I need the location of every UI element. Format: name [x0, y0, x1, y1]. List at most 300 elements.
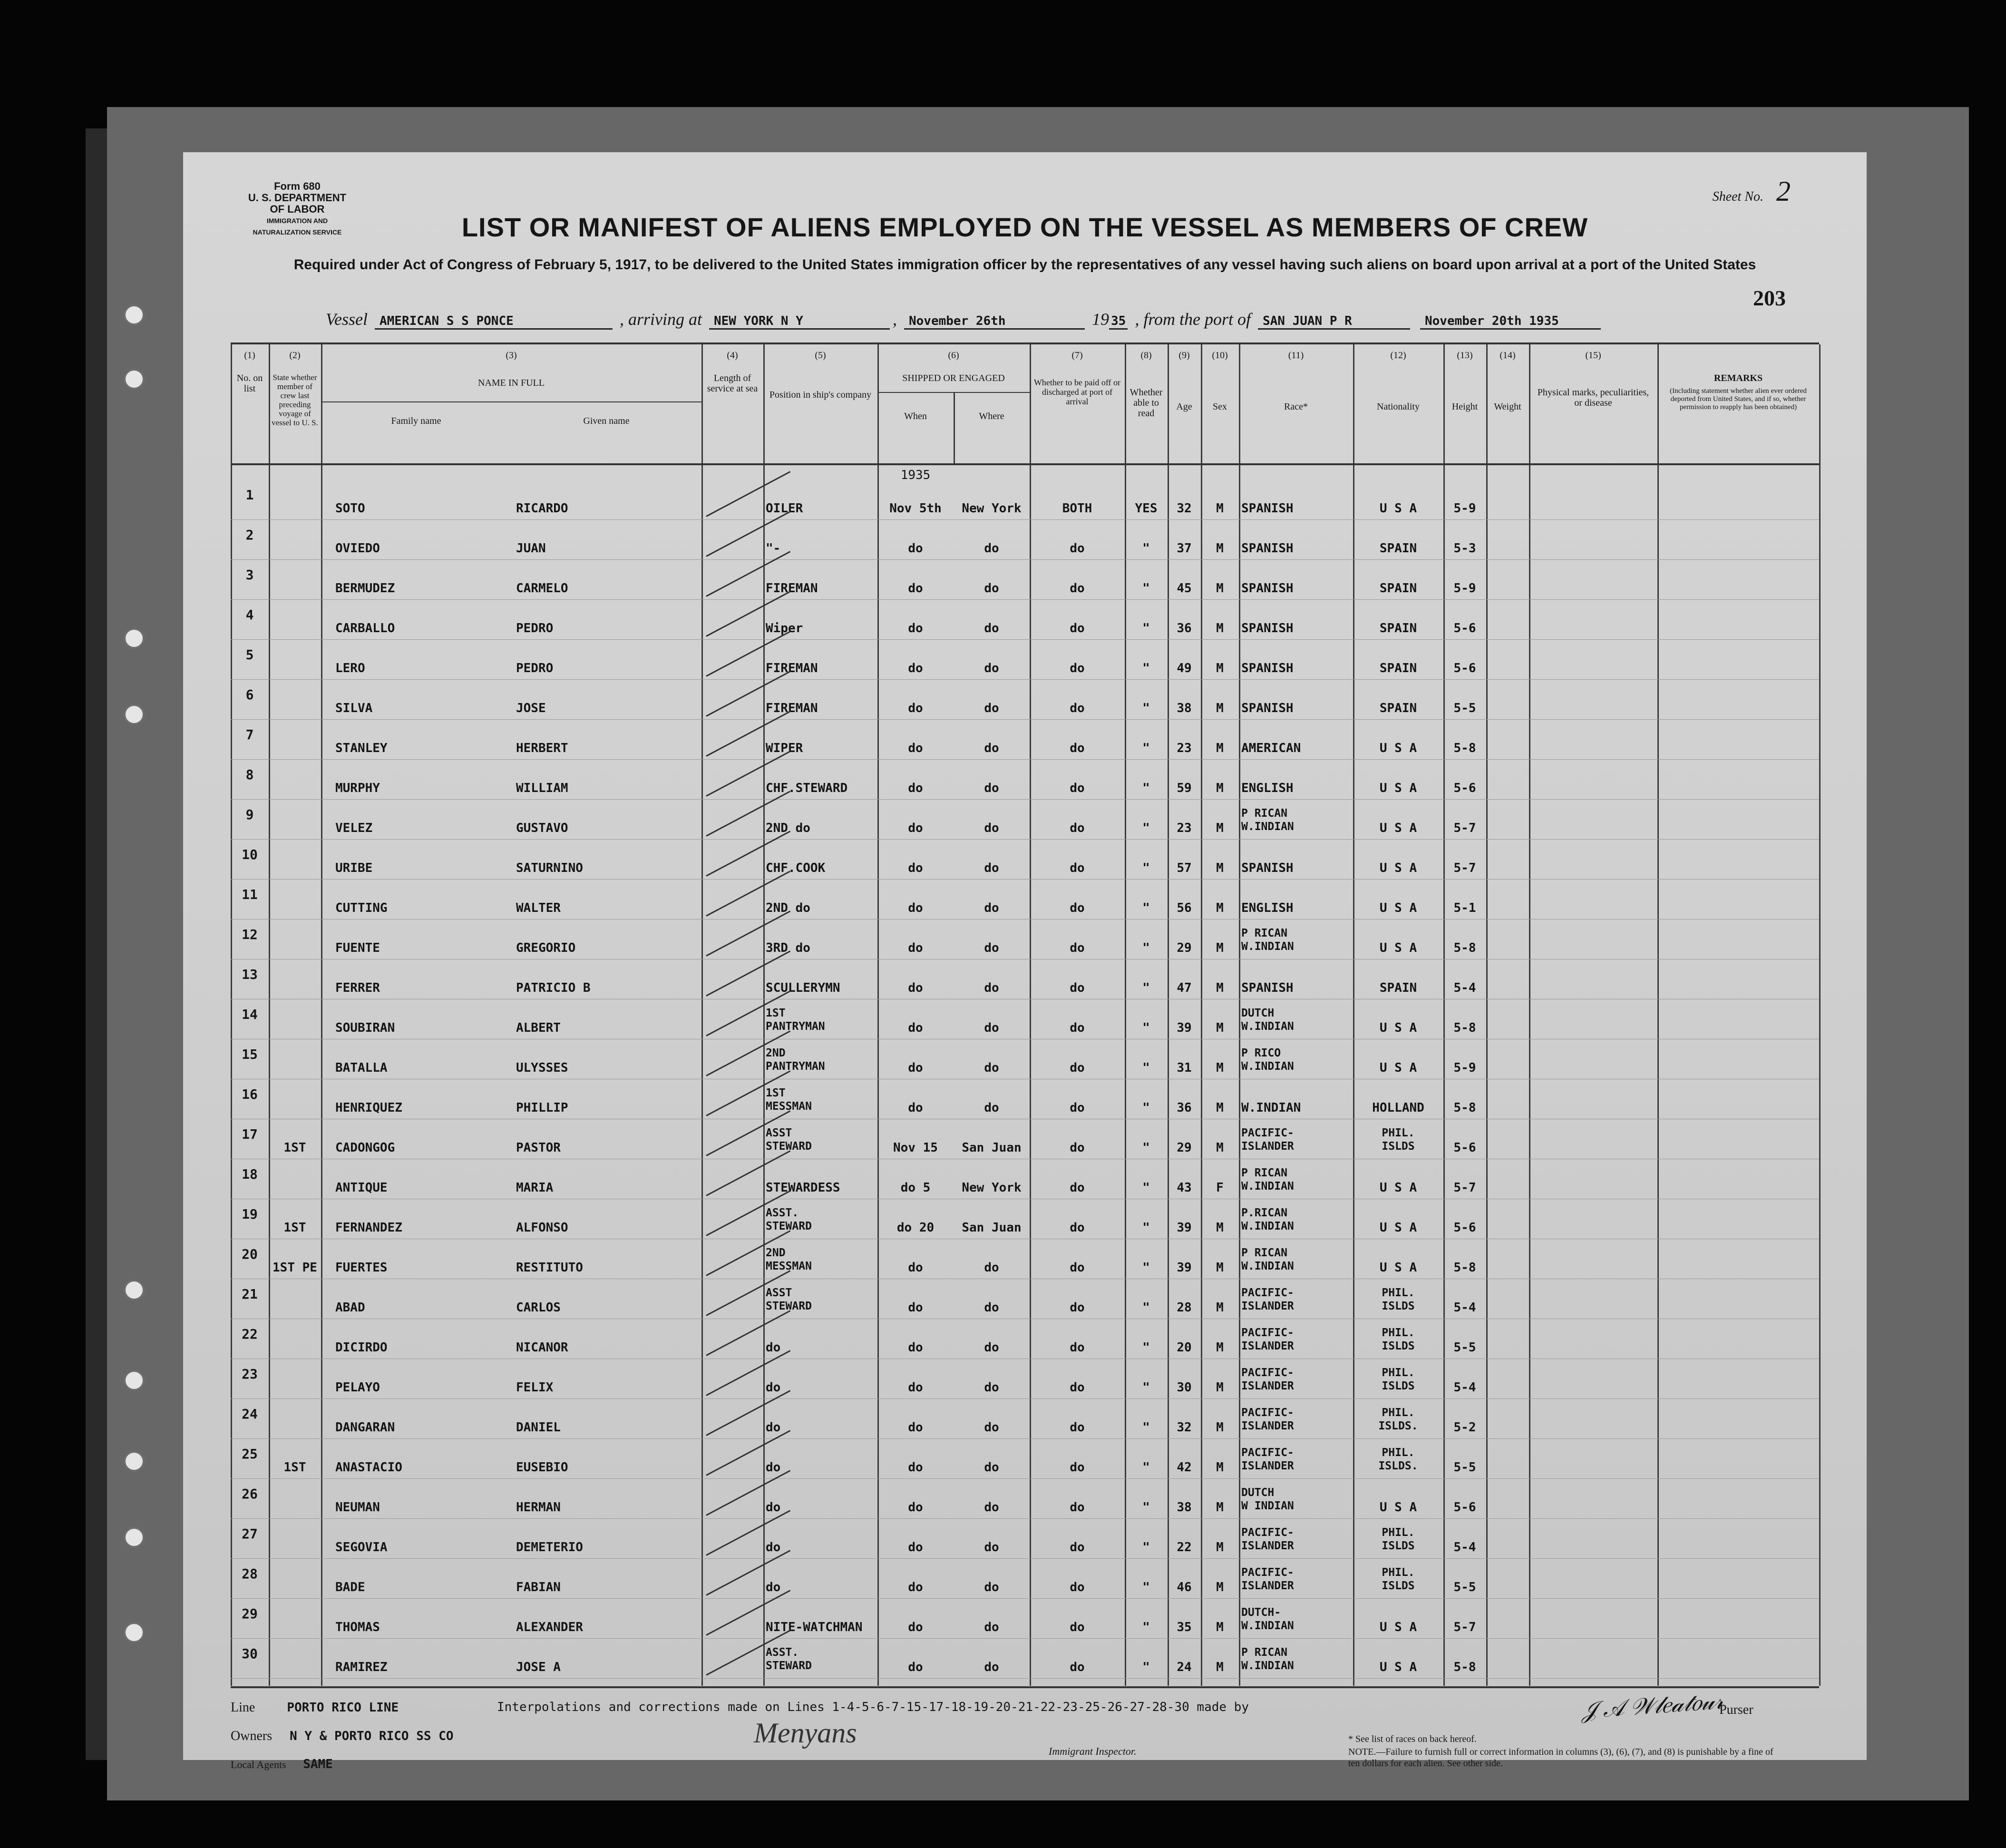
row-number: 4 — [245, 607, 254, 623]
cell-height: 5-5 — [1453, 1460, 1476, 1475]
cell-position: 2ND MESSMAN — [766, 1247, 812, 1272]
cell-read: " — [1142, 1300, 1150, 1315]
cell-when: do — [908, 1620, 923, 1634]
cell-nat: U S A — [1379, 941, 1417, 955]
header-name-in-full: NAME IN FULL — [478, 378, 545, 388]
cell-when: do — [908, 661, 923, 675]
row-number: 20 — [242, 1246, 258, 1262]
row-number: 2 — [245, 527, 254, 543]
department-name: U. S. DEPARTMENT OF LABOR — [248, 192, 347, 215]
cell-sex: M — [1216, 1380, 1224, 1395]
column-divider — [1239, 344, 1240, 1686]
col-14-number: (14) — [1500, 350, 1516, 361]
row-rule — [231, 799, 1819, 800]
cell-paid: do — [1070, 741, 1085, 755]
cell-where: do — [984, 981, 999, 995]
cell-age: 35 — [1177, 1620, 1192, 1634]
cell-sex: M — [1216, 1460, 1224, 1475]
cell-position: Wiper — [766, 621, 803, 636]
cell-family: FUERTES — [335, 1261, 388, 1275]
cell-given: ALEXANDER — [516, 1620, 583, 1634]
cell-where: New York — [962, 501, 1022, 516]
binder-hole — [124, 1527, 145, 1548]
cell-age: 22 — [1177, 1540, 1192, 1555]
cell-nat: U S A — [1379, 1660, 1417, 1674]
cell-position: do — [766, 1580, 781, 1594]
crew-table — [231, 342, 1819, 1686]
cell-when: do — [908, 1500, 923, 1515]
cell-nat: SPAIN — [1379, 581, 1417, 596]
cell-family: FERRER — [335, 981, 380, 995]
purser-signature: 𝒥 𝒜 𝒲𝓁𝑒𝒶𝓉𝑜𝓊𝓇 — [1580, 1688, 1724, 1724]
owners-value: N Y & PORTO RICO SS CO — [290, 1729, 454, 1743]
header-state-crew: State whether member of crew last preceding voyage of vessel to U. S. — [272, 373, 318, 427]
cell-nat: U S A — [1379, 781, 1417, 795]
year-note: 1935 — [900, 468, 931, 482]
cell-where: do — [984, 1021, 999, 1035]
cell-race: P RICAN W.INDIAN — [1241, 927, 1294, 953]
cell-race: W.INDIAN — [1241, 1101, 1301, 1115]
cell-family: THOMAS — [335, 1620, 380, 1634]
cell-read: YES — [1135, 501, 1158, 516]
cell-when: do — [908, 1300, 923, 1315]
cell-paid: do — [1070, 541, 1085, 556]
cell-age: 49 — [1177, 661, 1192, 675]
cell-nat: U S A — [1379, 1021, 1417, 1035]
cell-race: P RICAN W.INDIAN — [1241, 1247, 1294, 1272]
cell-paid: do — [1070, 621, 1085, 636]
cell-given: ALBERT — [516, 1021, 561, 1035]
cell-position: ASST STEWARD — [766, 1287, 812, 1312]
cell-given: PASTOR — [516, 1141, 561, 1155]
cell-family: SOTO — [335, 501, 365, 516]
year-suffix: 35 — [1109, 314, 1128, 330]
cell-race: SPANISH — [1241, 861, 1294, 875]
cell-paid: do — [1070, 701, 1085, 715]
cell-nat: SPAIN — [1379, 621, 1417, 636]
cell-height: 5-7 — [1453, 1620, 1476, 1634]
row-number: 16 — [242, 1086, 258, 1102]
cell-family: BERMUDEZ — [335, 581, 395, 596]
cell-when: do — [908, 1540, 923, 1555]
cell-family: ANASTACIO — [335, 1460, 402, 1475]
row-number: 5 — [245, 647, 254, 663]
cell-paid: do — [1070, 1141, 1085, 1155]
binder-hole — [124, 704, 145, 725]
cell-sex: M — [1216, 1660, 1224, 1674]
cell-sex: M — [1216, 861, 1224, 875]
cell-where: do — [984, 821, 999, 835]
cell-family: VELEZ — [335, 821, 373, 835]
row-rule — [231, 519, 1819, 520]
cell-state: 1ST — [283, 1460, 306, 1475]
cell-position: 2ND do — [766, 821, 810, 835]
cell-when: do — [908, 1380, 923, 1395]
cell-when: do — [908, 1021, 923, 1035]
cell-given: ULYSSES — [516, 1061, 568, 1075]
cell-family: ABAD — [335, 1300, 365, 1315]
manifest-sheet — [183, 152, 1867, 1771]
voyage-line: Vessel AMERICAN S S PONCE , arriving at NEW YORK N Y , November 26th 19 35 , from the port of SAN JUAN P R November 20th 1935 — [326, 309, 1604, 330]
cell-age: 36 — [1177, 621, 1192, 636]
cell-state: 1ST — [283, 1221, 306, 1235]
cell-sex: M — [1216, 1061, 1224, 1075]
cell-where: do — [984, 1620, 999, 1634]
cell-where: do — [984, 861, 999, 875]
cell-age: 24 — [1177, 1660, 1192, 1674]
cell-family: FERNANDEZ — [335, 1221, 402, 1235]
cell-where: do — [984, 1261, 999, 1275]
cell-read: " — [1142, 741, 1150, 755]
column-divider — [1529, 344, 1530, 1686]
cell-family: PELAYO — [335, 1380, 380, 1395]
cell-position: WIPER — [766, 741, 803, 755]
cell-height: 5-2 — [1453, 1420, 1476, 1435]
cell-race: PACIFIC- ISLANDER — [1241, 1526, 1294, 1552]
cell-when: do — [908, 621, 923, 636]
cell-read: " — [1142, 941, 1150, 955]
cell-family: HENRIQUEZ — [335, 1101, 402, 1115]
cell-when: do 20 — [896, 1221, 935, 1235]
col-3-number: (3) — [506, 350, 517, 361]
cell-where: do — [984, 1300, 999, 1315]
cell-given: FABIAN — [516, 1580, 561, 1594]
cell-age: 43 — [1177, 1181, 1192, 1195]
sheet-number-value: 2 — [1776, 176, 1791, 207]
cell-race: P RICAN W.INDIAN — [1241, 1167, 1294, 1193]
cell-given: CARMELO — [516, 581, 568, 596]
col-6-number: (6) — [948, 350, 959, 361]
cell-family: OVIEDO — [335, 541, 380, 556]
cell-read: " — [1142, 1580, 1150, 1594]
cell-age: 36 — [1177, 1101, 1192, 1115]
cell-paid: do — [1070, 861, 1085, 875]
cell-race: ENGLISH — [1241, 781, 1294, 795]
binder-hole — [124, 304, 145, 325]
cell-read: " — [1142, 1660, 1150, 1674]
cell-age: 37 — [1177, 541, 1192, 556]
cell-position: ASST STEWARD — [766, 1127, 812, 1153]
inspector-label: Immigrant Inspector. — [1049, 1745, 1137, 1757]
cell-nat: U S A — [1379, 861, 1417, 875]
line-label: Line — [231, 1700, 255, 1715]
cell-nat: SPAIN — [1379, 541, 1417, 556]
col-8-number: (8) — [1140, 350, 1152, 361]
header-where: Where — [979, 411, 1004, 421]
row-number: 28 — [242, 1566, 258, 1582]
cell-read: " — [1142, 1221, 1150, 1235]
row-number: 26 — [242, 1486, 258, 1502]
row-number: 25 — [242, 1446, 258, 1462]
row-rule — [231, 559, 1819, 560]
cell-age: 39 — [1177, 1261, 1192, 1275]
cell-family: URIBE — [335, 861, 373, 875]
cell-position: 1ST MESSMAN — [766, 1087, 812, 1113]
header-age: Age — [1176, 401, 1192, 412]
cell-where: do — [984, 741, 999, 755]
row-rule — [231, 1478, 1819, 1479]
cell-paid: do — [1070, 1580, 1085, 1594]
cell-position: CHF.STEWARD — [766, 781, 848, 795]
cell-read: " — [1142, 981, 1150, 995]
header-height: Height — [1451, 401, 1478, 412]
cell-height: 5-6 — [1453, 661, 1476, 675]
cell-paid: do — [1070, 981, 1085, 995]
cell-given: DANIEL — [516, 1420, 561, 1435]
cell-where: do — [984, 661, 999, 675]
year-prefix: 19 — [1092, 310, 1109, 329]
col-13-number: (13) — [1457, 350, 1473, 361]
header-race: Race* — [1284, 401, 1308, 412]
column-divider — [321, 344, 322, 1686]
cell-sex: M — [1216, 1580, 1224, 1594]
cell-given: NICANOR — [516, 1340, 568, 1355]
cell-read: " — [1142, 1021, 1150, 1035]
cell-given: CARLOS — [516, 1300, 561, 1315]
cell-when: do — [908, 701, 923, 715]
cell-height: 5-7 — [1453, 1181, 1476, 1195]
cell-read: " — [1142, 1261, 1150, 1275]
header-shipped-engaged: SHIPPED OR ENGAGED — [902, 373, 1005, 383]
cell-sex: M — [1216, 501, 1224, 516]
cell-nat: U S A — [1379, 1620, 1417, 1634]
cell-read: " — [1142, 1420, 1150, 1435]
cell-read: " — [1142, 901, 1150, 915]
departure-port: SAN JUAN P R — [1258, 314, 1410, 330]
cell-given: SATURNINO — [516, 861, 583, 875]
cell-paid: do — [1070, 1380, 1085, 1395]
row-number: 3 — [245, 567, 254, 583]
cell-position: 2ND do — [766, 901, 810, 915]
cell-read: " — [1142, 1620, 1150, 1634]
cell-race: SPANISH — [1241, 541, 1294, 556]
header-weight: Weight — [1494, 401, 1521, 412]
cell-position: do — [766, 1420, 781, 1435]
cell-paid: do — [1070, 1340, 1085, 1355]
cell-sex: M — [1216, 1021, 1224, 1035]
row-number: 22 — [242, 1326, 258, 1342]
header-position: Position in ship's company — [769, 390, 872, 400]
cell-height: 5-4 — [1453, 981, 1476, 995]
cell-paid: do — [1070, 1620, 1085, 1634]
cell-height: 5-6 — [1453, 1141, 1476, 1155]
cell-position: FIREMAN — [766, 701, 818, 715]
cell-age: 28 — [1177, 1300, 1192, 1315]
cell-race: PACIFIC- ISLANDER — [1241, 1287, 1294, 1312]
cell-height: 5-6 — [1453, 1500, 1476, 1515]
cell-sex: M — [1216, 1141, 1224, 1155]
cell-position: do — [766, 1340, 781, 1355]
cell-family: FUENTE — [335, 941, 380, 955]
cell-given: FELIX — [516, 1380, 554, 1395]
col-11-number: (11) — [1288, 350, 1304, 361]
row-number: 9 — [245, 807, 254, 822]
cell-given: JUAN — [516, 541, 546, 556]
cell-position: 3RD do — [766, 941, 810, 955]
cell-age: 39 — [1177, 1021, 1192, 1035]
cell-where: do — [984, 1340, 999, 1355]
cell-age: 31 — [1177, 1061, 1192, 1075]
header-no-on-list: No. on list — [236, 373, 263, 394]
cell-race: PACIFIC- ISLANDER — [1241, 1127, 1294, 1153]
cell-nat: PHIL. ISLDS — [1382, 1367, 1415, 1392]
header-sex: Sex — [1213, 401, 1227, 412]
purser-label: Purser — [1719, 1702, 1753, 1717]
cell-family: DICIRDO — [335, 1340, 388, 1355]
cell-paid: BOTH — [1062, 501, 1092, 516]
cell-race: SPANISH — [1241, 981, 1294, 995]
cell-state: 1ST PE — [273, 1261, 317, 1275]
cell-race: P RICAN W.INDIAN — [1241, 807, 1294, 833]
cell-where: New York — [962, 1181, 1022, 1195]
row-number: 1 — [245, 487, 254, 503]
cell-family: BATALLA — [335, 1061, 388, 1075]
cell-read: " — [1142, 661, 1150, 675]
cell-position: STEWARDESS — [766, 1181, 840, 1195]
cell-height: 5-6 — [1453, 621, 1476, 636]
cell-paid: do — [1070, 1061, 1085, 1075]
cell-when: do — [908, 1460, 923, 1475]
row-number: 7 — [245, 727, 254, 743]
footnote-penalty: NOTE.—Failure to furnish full or correct information in columns (3), (6), (7), and (8) is punishable by a fine of ten dollars for each alien. See other side. — [1348, 1747, 1773, 1769]
row-number: 8 — [245, 767, 254, 782]
row-rule — [231, 1638, 1819, 1639]
cell-position: FIREMAN — [766, 661, 818, 675]
cell-family: LERO — [335, 661, 365, 675]
row-number: 14 — [242, 1007, 258, 1022]
cell-race: SPANISH — [1241, 581, 1294, 596]
cell-sex: M — [1216, 741, 1224, 755]
owners-label: Owners — [231, 1729, 273, 1743]
row-rule — [231, 719, 1819, 720]
owners-field — [231, 1729, 453, 1744]
cell-given: MARIA — [516, 1181, 554, 1195]
cell-race: P.RICAN W.INDIAN — [1241, 1207, 1294, 1232]
cell-height: 5-6 — [1453, 781, 1476, 795]
header-length-service: Length of service at sea — [707, 373, 758, 394]
cell-when: do — [908, 981, 923, 995]
row-number: 17 — [242, 1126, 258, 1142]
cell-given: PEDRO — [516, 621, 554, 636]
cell-given: WALTER — [516, 901, 561, 915]
cell-paid: do — [1070, 1181, 1085, 1195]
cell-when: do — [908, 1660, 923, 1674]
cell-paid: do — [1070, 1500, 1085, 1515]
cell-read: " — [1142, 861, 1150, 875]
cell-read: " — [1142, 1380, 1150, 1395]
cell-paid: do — [1070, 821, 1085, 835]
cell-age: 32 — [1177, 501, 1192, 516]
row-number: 13 — [242, 967, 258, 982]
cell-when: do — [908, 541, 923, 556]
cell-nat: U S A — [1379, 821, 1417, 835]
column-divider — [701, 344, 703, 1686]
cell-where: do — [984, 1500, 999, 1515]
cell-where: do — [984, 621, 999, 636]
cell-position: do — [766, 1380, 781, 1395]
cell-age: 20 — [1177, 1340, 1192, 1355]
row-rule — [231, 1438, 1819, 1439]
cell-where: do — [984, 901, 999, 915]
cell-where: do — [984, 1540, 999, 1555]
col-1-number: (1) — [244, 350, 255, 361]
cell-paid: do — [1070, 901, 1085, 915]
line-value: PORTO RICO LINE — [287, 1701, 399, 1715]
cell-given: GREGORIO — [516, 941, 576, 955]
shipped-subdivider — [954, 392, 955, 463]
cell-position: do — [766, 1460, 781, 1475]
cell-family: NEUMAN — [335, 1500, 380, 1515]
cell-nat: U S A — [1379, 1261, 1417, 1275]
cell-sex: M — [1216, 1101, 1224, 1115]
cell-height: 5-7 — [1453, 821, 1476, 835]
cell-where: do — [984, 1420, 999, 1435]
row-rule — [231, 1398, 1819, 1399]
row-number: 6 — [245, 687, 254, 703]
interpolations-note: Interpolations and corrections made on Lines 1-4-5-6-7-15-17-18-19-20-21-22-23-25-26-27-28-30 made by — [497, 1700, 1249, 1714]
agents-label: Local Agents — [231, 1759, 286, 1770]
cell-where: San Juan — [962, 1221, 1022, 1235]
cell-age: 29 — [1177, 1141, 1192, 1155]
agents-value: SAME — [303, 1757, 333, 1771]
row-number: 27 — [242, 1526, 258, 1542]
cell-paid: do — [1070, 1261, 1085, 1275]
row-rule — [231, 679, 1819, 680]
cell-nat: U S A — [1379, 501, 1417, 516]
document-title: LIST OR MANIFEST OF ALIENS EMPLOYED ON THE VESSEL AS MEMBERS OF CREW — [461, 212, 1588, 242]
cell-where: do — [984, 541, 999, 556]
cell-read: " — [1142, 581, 1150, 596]
cell-given: PATRICIO B — [516, 981, 591, 995]
agents-field — [231, 1757, 333, 1771]
cell-nat: PHIL. ISLDS. — [1378, 1407, 1418, 1432]
col-4-number: (4) — [727, 350, 738, 361]
cell-read: " — [1142, 781, 1150, 795]
cell-age: 23 — [1177, 741, 1192, 755]
cell-paid: do — [1070, 581, 1085, 596]
cell-position: SCULLERYMN — [766, 981, 840, 995]
service-name: IMMIGRATION AND NATURALIZATION SERVICE — [253, 217, 342, 236]
header-family-name: Family name — [391, 416, 441, 426]
cell-paid: do — [1070, 1221, 1085, 1235]
cell-family: ANTIQUE — [335, 1181, 388, 1195]
cell-given: PHILLIP — [516, 1101, 568, 1115]
cell-when: do — [908, 741, 923, 755]
cell-age: 30 — [1177, 1380, 1192, 1395]
cell-read: " — [1142, 1500, 1150, 1515]
cell-sex: M — [1216, 1500, 1224, 1515]
departure-date: November 20th 1935 — [1420, 314, 1601, 330]
cell-race: PACIFIC- ISLANDER — [1241, 1566, 1294, 1592]
cell-when: Nov 5th — [889, 501, 942, 516]
row-number: 21 — [242, 1286, 258, 1302]
cell-paid: do — [1070, 781, 1085, 795]
cell-family: STANLEY — [335, 741, 388, 755]
cell-read: " — [1142, 541, 1150, 556]
cell-given: RICARDO — [516, 501, 568, 516]
cell-age: 38 — [1177, 1500, 1192, 1515]
row-rule — [231, 1518, 1819, 1519]
cell-height: 5-6 — [1453, 1221, 1476, 1235]
cell-age: 38 — [1177, 701, 1192, 715]
cell-position: do — [766, 1540, 781, 1555]
cell-height: 5-8 — [1453, 1660, 1476, 1674]
cell-nat: U S A — [1379, 1500, 1417, 1515]
footnote-races: * See list of races on back hereof. — [1348, 1734, 1477, 1744]
cell-age: 47 — [1177, 981, 1192, 995]
cell-race: PACIFIC- ISLANDER — [1241, 1327, 1294, 1352]
cell-nat: SPAIN — [1379, 701, 1417, 715]
